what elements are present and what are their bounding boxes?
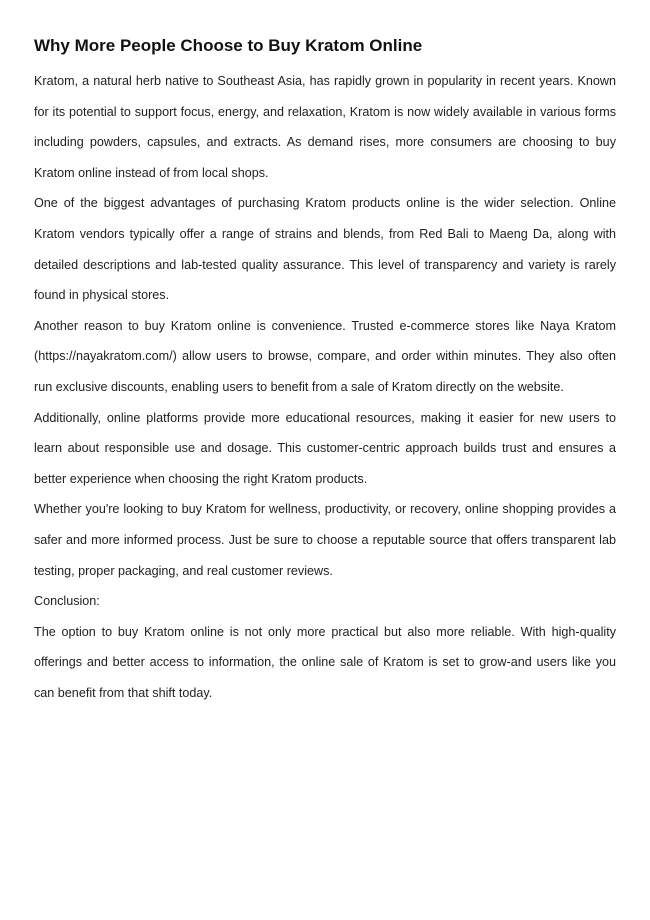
conclusion-heading: Conclusion: (34, 594, 100, 609)
paragraph-wellness: Whether you're looking to buy Kratom for wellness, productivity, or recovery, online shopping provides a safer and more informed process. Just be sure to choose a reputable source that offers transparent lab testing, proper packaging, and real customer reviews. (34, 502, 616, 578)
paragraph-education: Additionally, online platforms provide more educational resources, making it easier for new users to learn about responsible use and dosage. This customer-centric approach builds trust and ensures a better experience when choosing the right Kratom products. (34, 410, 616, 486)
paragraph-intro: Kratom, a natural herb native to Southeast Asia, has rapidly grown in popularity in recent years. Known for its potential to support focus, energy, and relaxation, Kratom is now widely available in various forms including powders, capsules, and extracts. As demand rises, more consumers are choosing to buy Kratom online instead of from local shops. (34, 74, 616, 180)
paragraph-selection: One of the biggest advantages of purchasing Kratom products online is the wider selection. Online Kratom vendors typically offer a range of strains and blends, from Red Bali to Maeng Da, along with detailed descriptions and lab-tested quality assurance. This level of transparency and variety is rarely found in physical stores. (34, 196, 616, 303)
paragraph-convenience: Another reason to buy Kratom online is convenience. Trusted e-commerce stores like Naya Kratom (https://nayakratom.com/) allow users to browse, compare, and order within minutes. They also often run exclusive discounts, enabling users to benefit from a sale of Kratom directly on the website. (34, 318, 616, 394)
document-page (34, 36, 616, 708)
document-title: Why More People Choose to Buy Kratom Online (34, 36, 423, 55)
paragraph-conclusion: The option to buy Kratom online is not only more practical but also more reliable. With high-quality offerings and better access to information, the online sale of Kratom is set to grow-and users like you can benefit from that shift today. (34, 624, 616, 700)
